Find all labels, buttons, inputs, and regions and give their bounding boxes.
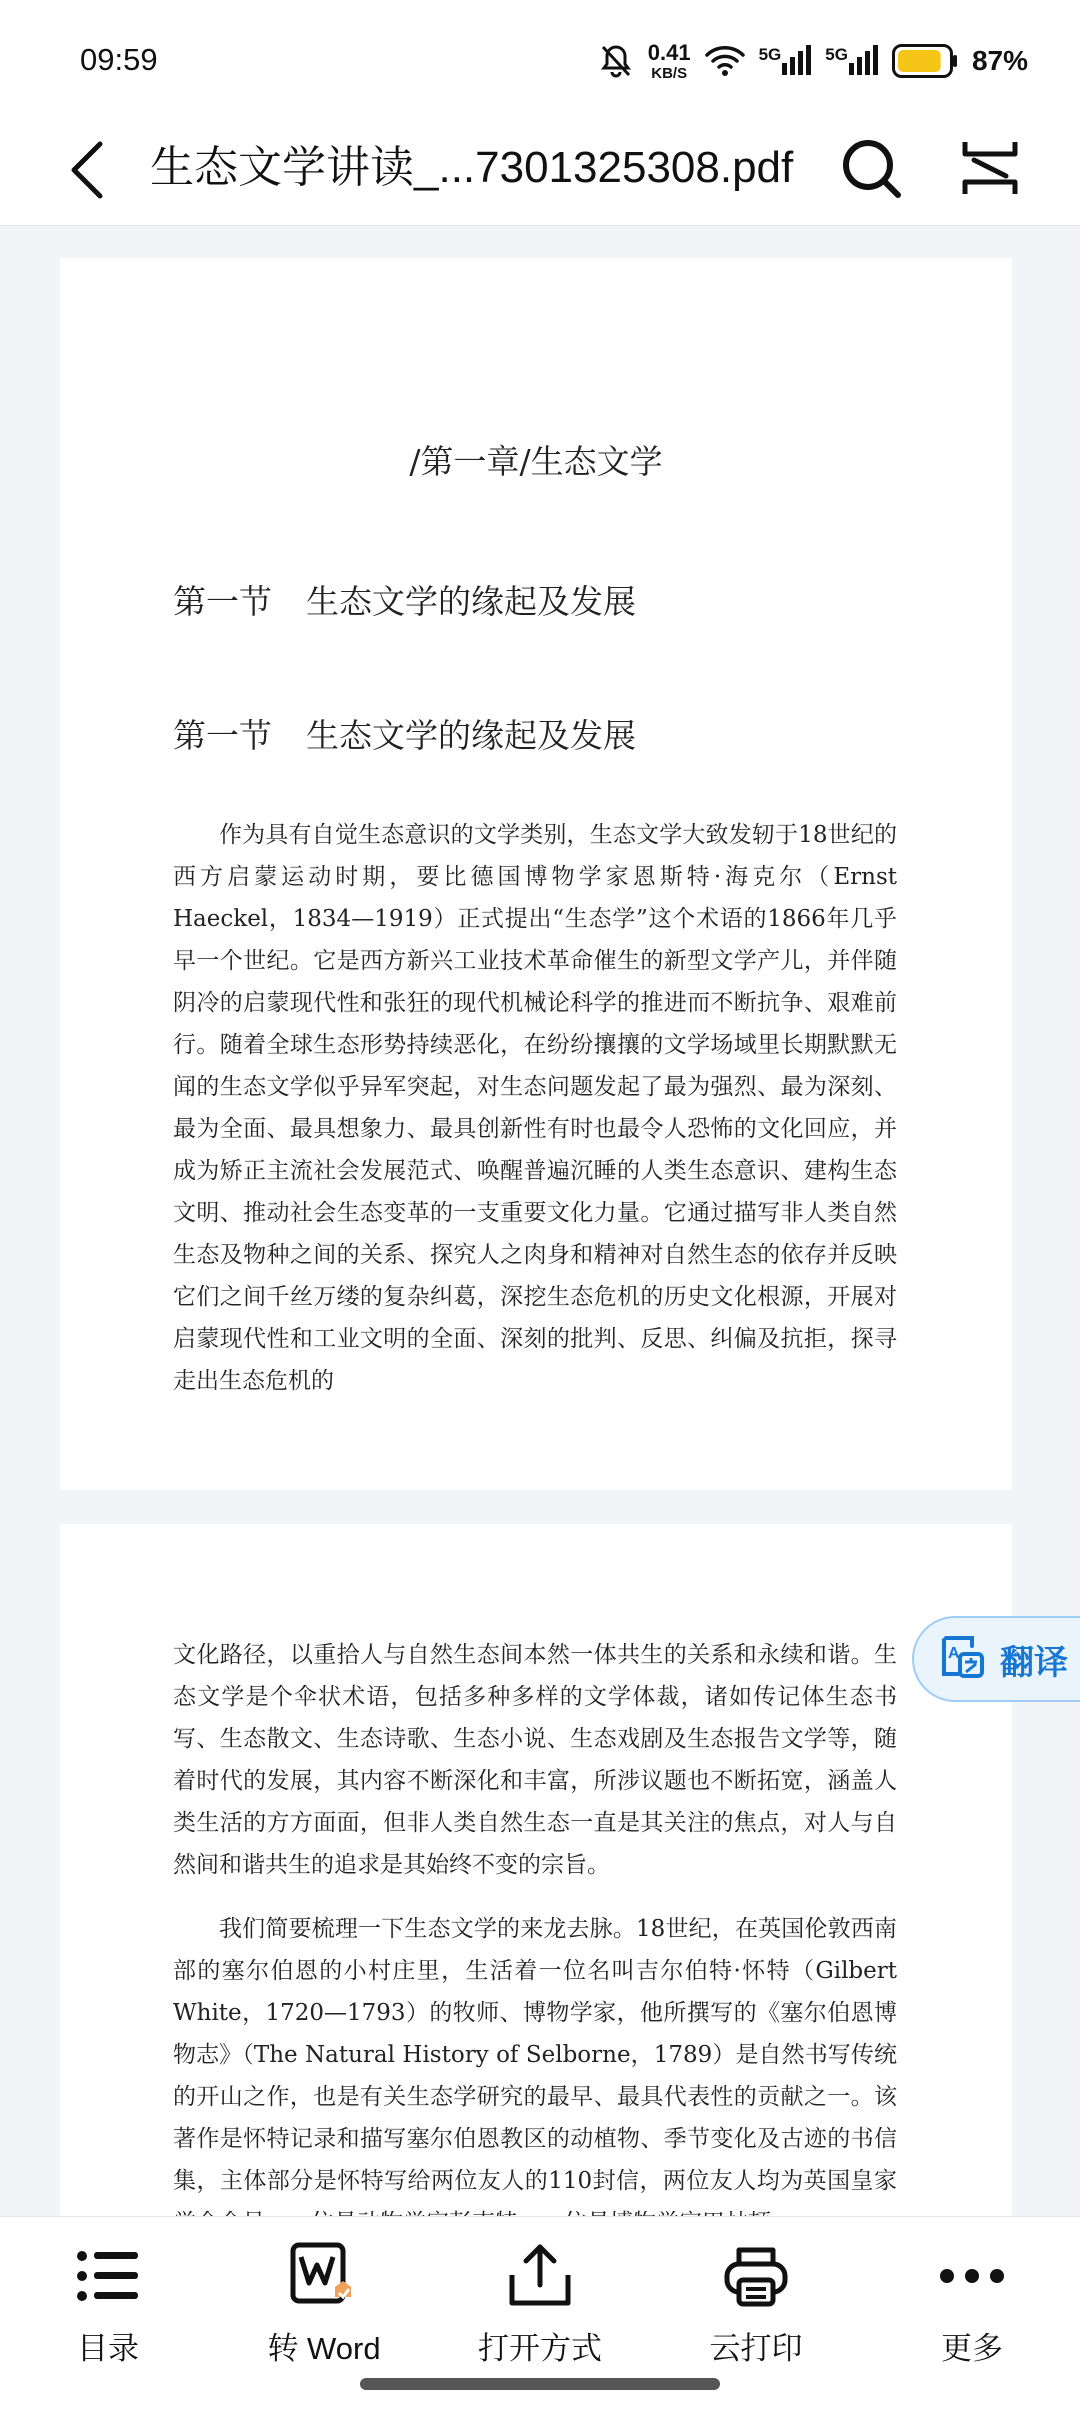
chapter-title: /第一章/生态文学 bbox=[409, 442, 663, 481]
net-speed bbox=[647, 39, 691, 82]
signal-icon bbox=[759, 45, 812, 77]
battery-percent: 87% bbox=[971, 45, 1028, 76]
section-title bbox=[173, 710, 636, 757]
fit-width-icon bbox=[960, 138, 1020, 203]
cloud-print-button[interactable] bbox=[676, 2235, 836, 2385]
status-icons bbox=[598, 36, 1028, 86]
body-paragraph: 我们简要梳理一下生态文学的来龙去脉。18世纪，在英国伦敦西南部的塞尔伯恩的小村庄里，生活着一位名叫吉尔伯特·怀特（Gilbert White，1720—1793）的牧师、博物学家，他所撰写的《塞尔伯恩博物志》（The Natural History of Selborne，1789）是自然书写传统的开山之作，也是有关生态学研究的最早、最具代表性的贡献之一。该著作是怀特记录和描写塞尔伯恩教区的动植物、季节变化及古迹的书信集，主体部分是怀特写给两位友人的110封信，两位友人均为英国皇家 bbox=[173, 1916, 897, 2194]
list-icon bbox=[76, 2235, 140, 2317]
section-title bbox=[173, 576, 636, 623]
open-with-button[interactable] bbox=[460, 2235, 620, 2385]
home-indicator[interactable] bbox=[360, 2378, 720, 2390]
status-bar bbox=[0, 0, 1080, 110]
search-icon bbox=[840, 137, 902, 204]
search-button[interactable] bbox=[836, 130, 906, 210]
share-icon bbox=[508, 2235, 572, 2317]
fit-width-button[interactable] bbox=[950, 130, 1030, 210]
signal-label: 5G bbox=[758, 45, 782, 64]
body-paragraph: 作为具有自觉生态意识的文学类别，生态文学大致发轫于18世纪的西方启蒙运动时期，要比德国博物学家恩斯特·海克尔（Ernst Haeckel，1834—1919）正式提出“生态学”这个术语的1866年几乎早一个世纪。它是西方新兴工业技术革命催生的新型文学产儿，并伴随阴冷的启蒙现代性和张狂的现代机械论科学的推进而不断抗争、艰难前行。随着全球生态形势持续恶化，在纷纷攘攘的文学场域里长期默默无闻的生态文学似乎异军突起，对生态问题发起了最为强烈、最为深刻、最为全面、最具想象力、最具创新性有时也最令人恐怖的文化回应，并成为矫正主流社会发展范式、唤醒普遍沉睡的人类生态意识、建构生态文明、推动社会生态变革的一支重要文化力量。它通过描写非人类自然生态及物种之间的关系、探究人之肉身和精神对自然生态的依存并反映它们之间千丝万缕的复杂纠葛，深挖生态危机的历史文化根源，开展对启蒙现代性和工业文明的全面、深刻的批判、反思、纠偏及抗拒，探寻走出生态危机的 bbox=[173, 822, 897, 1394]
body-paragraph: 文化路径，以重拾人与自然生态间本然一体共生的关系和永续和谐。生态文学是个伞状术语，包括多种多样的文学体裁，诸如传记体生态书写、生态散文、生态诗歌、生态小说、生态戏剧及生态报告文学等，随着时代的发展，其内容不断深化和丰富，所涉议题也不断拓宽，涵盖人类生活的方方面面，但非人类自然生态一直是其关注的焦点，对人与自然间和谐共生的追求是其始终不变的宗旨。 bbox=[173, 1642, 897, 1878]
toolbar-label: 打开方式 bbox=[478, 2331, 602, 2366]
pdf-page-1 bbox=[60, 258, 1012, 1490]
toolbar-label: 更多 bbox=[941, 2331, 1003, 2366]
translate-icon bbox=[940, 1634, 986, 1685]
section-heading: 生态文学的缘起及发展 bbox=[306, 716, 636, 755]
back-arrow-icon bbox=[68, 140, 108, 205]
wifi-icon bbox=[705, 45, 745, 77]
signal-label: 5G bbox=[825, 45, 848, 64]
more-button[interactable] bbox=[892, 2235, 1052, 2385]
toolbar-label: 云打印 bbox=[709, 2331, 803, 2366]
section-number: 第一节 bbox=[173, 582, 272, 621]
signal-icon bbox=[825, 45, 878, 77]
back-button[interactable] bbox=[58, 132, 118, 212]
svg-text:A: A bbox=[948, 1644, 960, 1662]
pdf-page-2 bbox=[60, 1524, 1012, 2224]
battery-icon bbox=[892, 44, 958, 78]
more-dots-icon bbox=[939, 2235, 1005, 2317]
toolbar-label: 转 Word bbox=[267, 2331, 381, 2366]
section-heading: 生态文学的缘起及发展 bbox=[306, 582, 636, 621]
mute-bell-icon bbox=[598, 43, 634, 79]
title-bar bbox=[0, 110, 1080, 226]
toolbar-label: 目录 bbox=[77, 2331, 139, 2366]
convert-word-icon bbox=[289, 2235, 359, 2317]
translate-button[interactable] bbox=[912, 1616, 1080, 1702]
net-speed-unit: KB/S bbox=[651, 64, 688, 82]
document-title: 生态文学讲读_...7301325308.pdf bbox=[150, 143, 794, 192]
section-number: 第一节 bbox=[173, 716, 272, 755]
printer-icon bbox=[723, 2235, 789, 2317]
net-speed-value: 0.41 bbox=[647, 39, 691, 65]
toc-button[interactable] bbox=[28, 2235, 188, 2385]
convert-word-button[interactable] bbox=[244, 2235, 404, 2385]
status-time: 09:59 bbox=[80, 42, 158, 77]
translate-label: 翻译 bbox=[1000, 1643, 1068, 1682]
